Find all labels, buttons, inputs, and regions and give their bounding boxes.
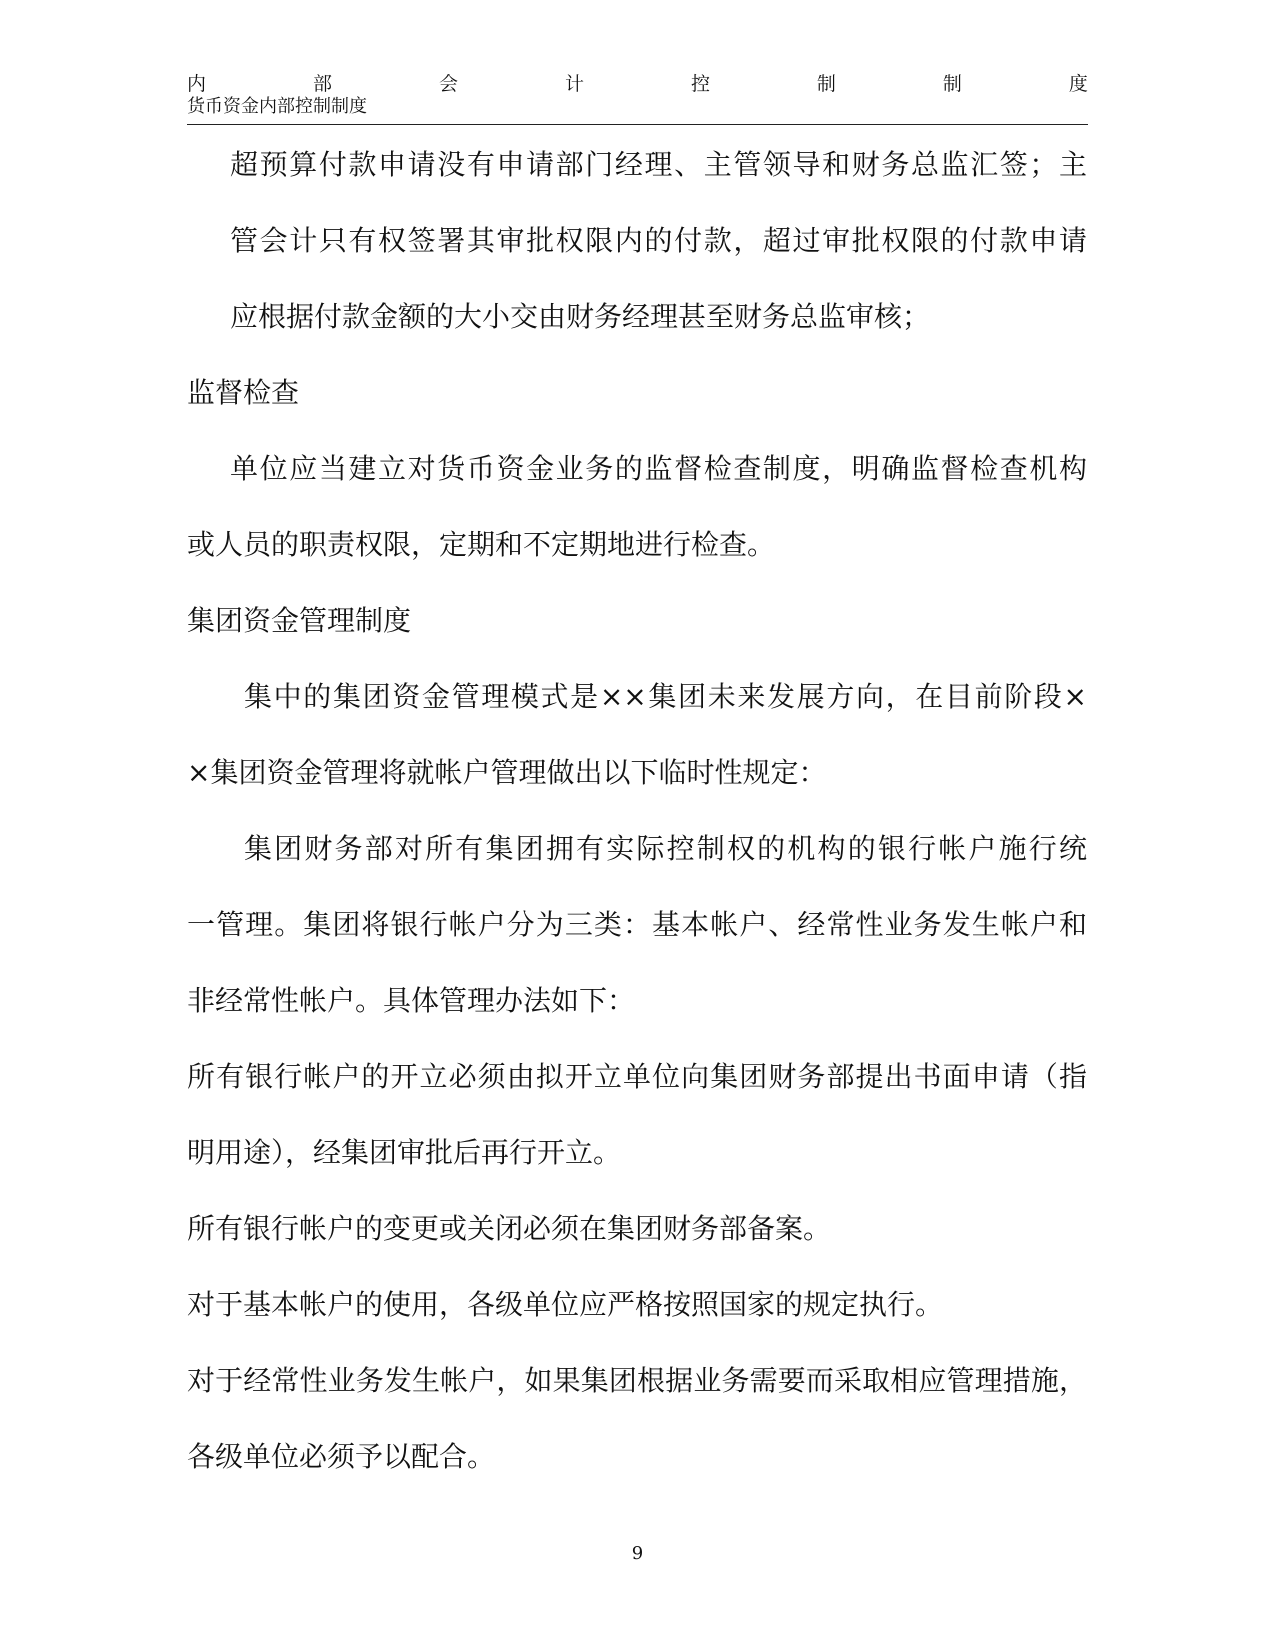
body-line: 所有银行帐户的变更或关闭必须在集团财务部备案。 [187, 1212, 832, 1245]
body-line: 对于经常性业务发生帐户，如果集团根据业务需要而采取相应管理措施， [187, 1364, 1087, 1397]
section-heading: 集团资金管理制度 [187, 604, 412, 637]
body-line: 一管理。集团将银行帐户分为三类：基本帐户、经常性业务发生帐户和 [187, 908, 1087, 941]
page-number: 9 [631, 1543, 644, 1564]
body-line: 超预算付款申请没有申请部门经理、主管领导和财务总监汇签；主 [230, 148, 1087, 181]
header-title-char: 会 [438, 73, 458, 95]
body-line: 非经常性帐户。具体管理办法如下： [187, 984, 636, 1017]
body-line: 应根据付款金额的大小交由财务经理甚至财务总监审核； [230, 300, 931, 333]
header-title-char: 控 [690, 73, 710, 95]
header-subtitle: 货币资金内部控制制度 [187, 96, 367, 117]
body-line: 所有银行帐户的开立必须由拟开立单位向集团财务部提出书面申请（指 [187, 1060, 1087, 1093]
header-title [187, 72, 1088, 96]
body-line: 集中的集团资金管理模式是××集团未来发展方向，在目前阶段× [244, 680, 1087, 713]
body-line: 对于基本帐户的使用，各级单位应严格按照国家的规定执行。 [187, 1288, 944, 1321]
body-line: 集团财务部对所有集团拥有实际控制权的机构的银行帐户施行统 [244, 832, 1087, 865]
body-line: 单位应当建立对货币资金业务的监督检查制度，明确监督检查机构 [230, 452, 1087, 485]
section-heading: 监督检查 [187, 376, 300, 409]
header-divider [187, 124, 1088, 125]
body-line: 管会计只有权签署其审批权限内的付款，超过审批权限的付款申请 [230, 224, 1087, 257]
header-title-char: 内 [187, 73, 207, 95]
header-title-char: 制 [816, 73, 836, 95]
header-title-char: 部 [312, 73, 332, 95]
header-title-char: 度 [1068, 73, 1088, 95]
header-title-char: 制 [942, 73, 962, 95]
body-line: 或人员的职责权限，定期和不定期地进行检查。 [187, 528, 776, 561]
body-line: 明用途），经集团审批后再行开立。 [187, 1136, 622, 1169]
header-title-char: 计 [564, 73, 584, 95]
body-line: ×集团资金管理将就帐户管理做出以下临时性规定： [187, 756, 827, 789]
body-line: 各级单位必须予以配合。 [187, 1440, 496, 1473]
page-header [187, 72, 1088, 118]
